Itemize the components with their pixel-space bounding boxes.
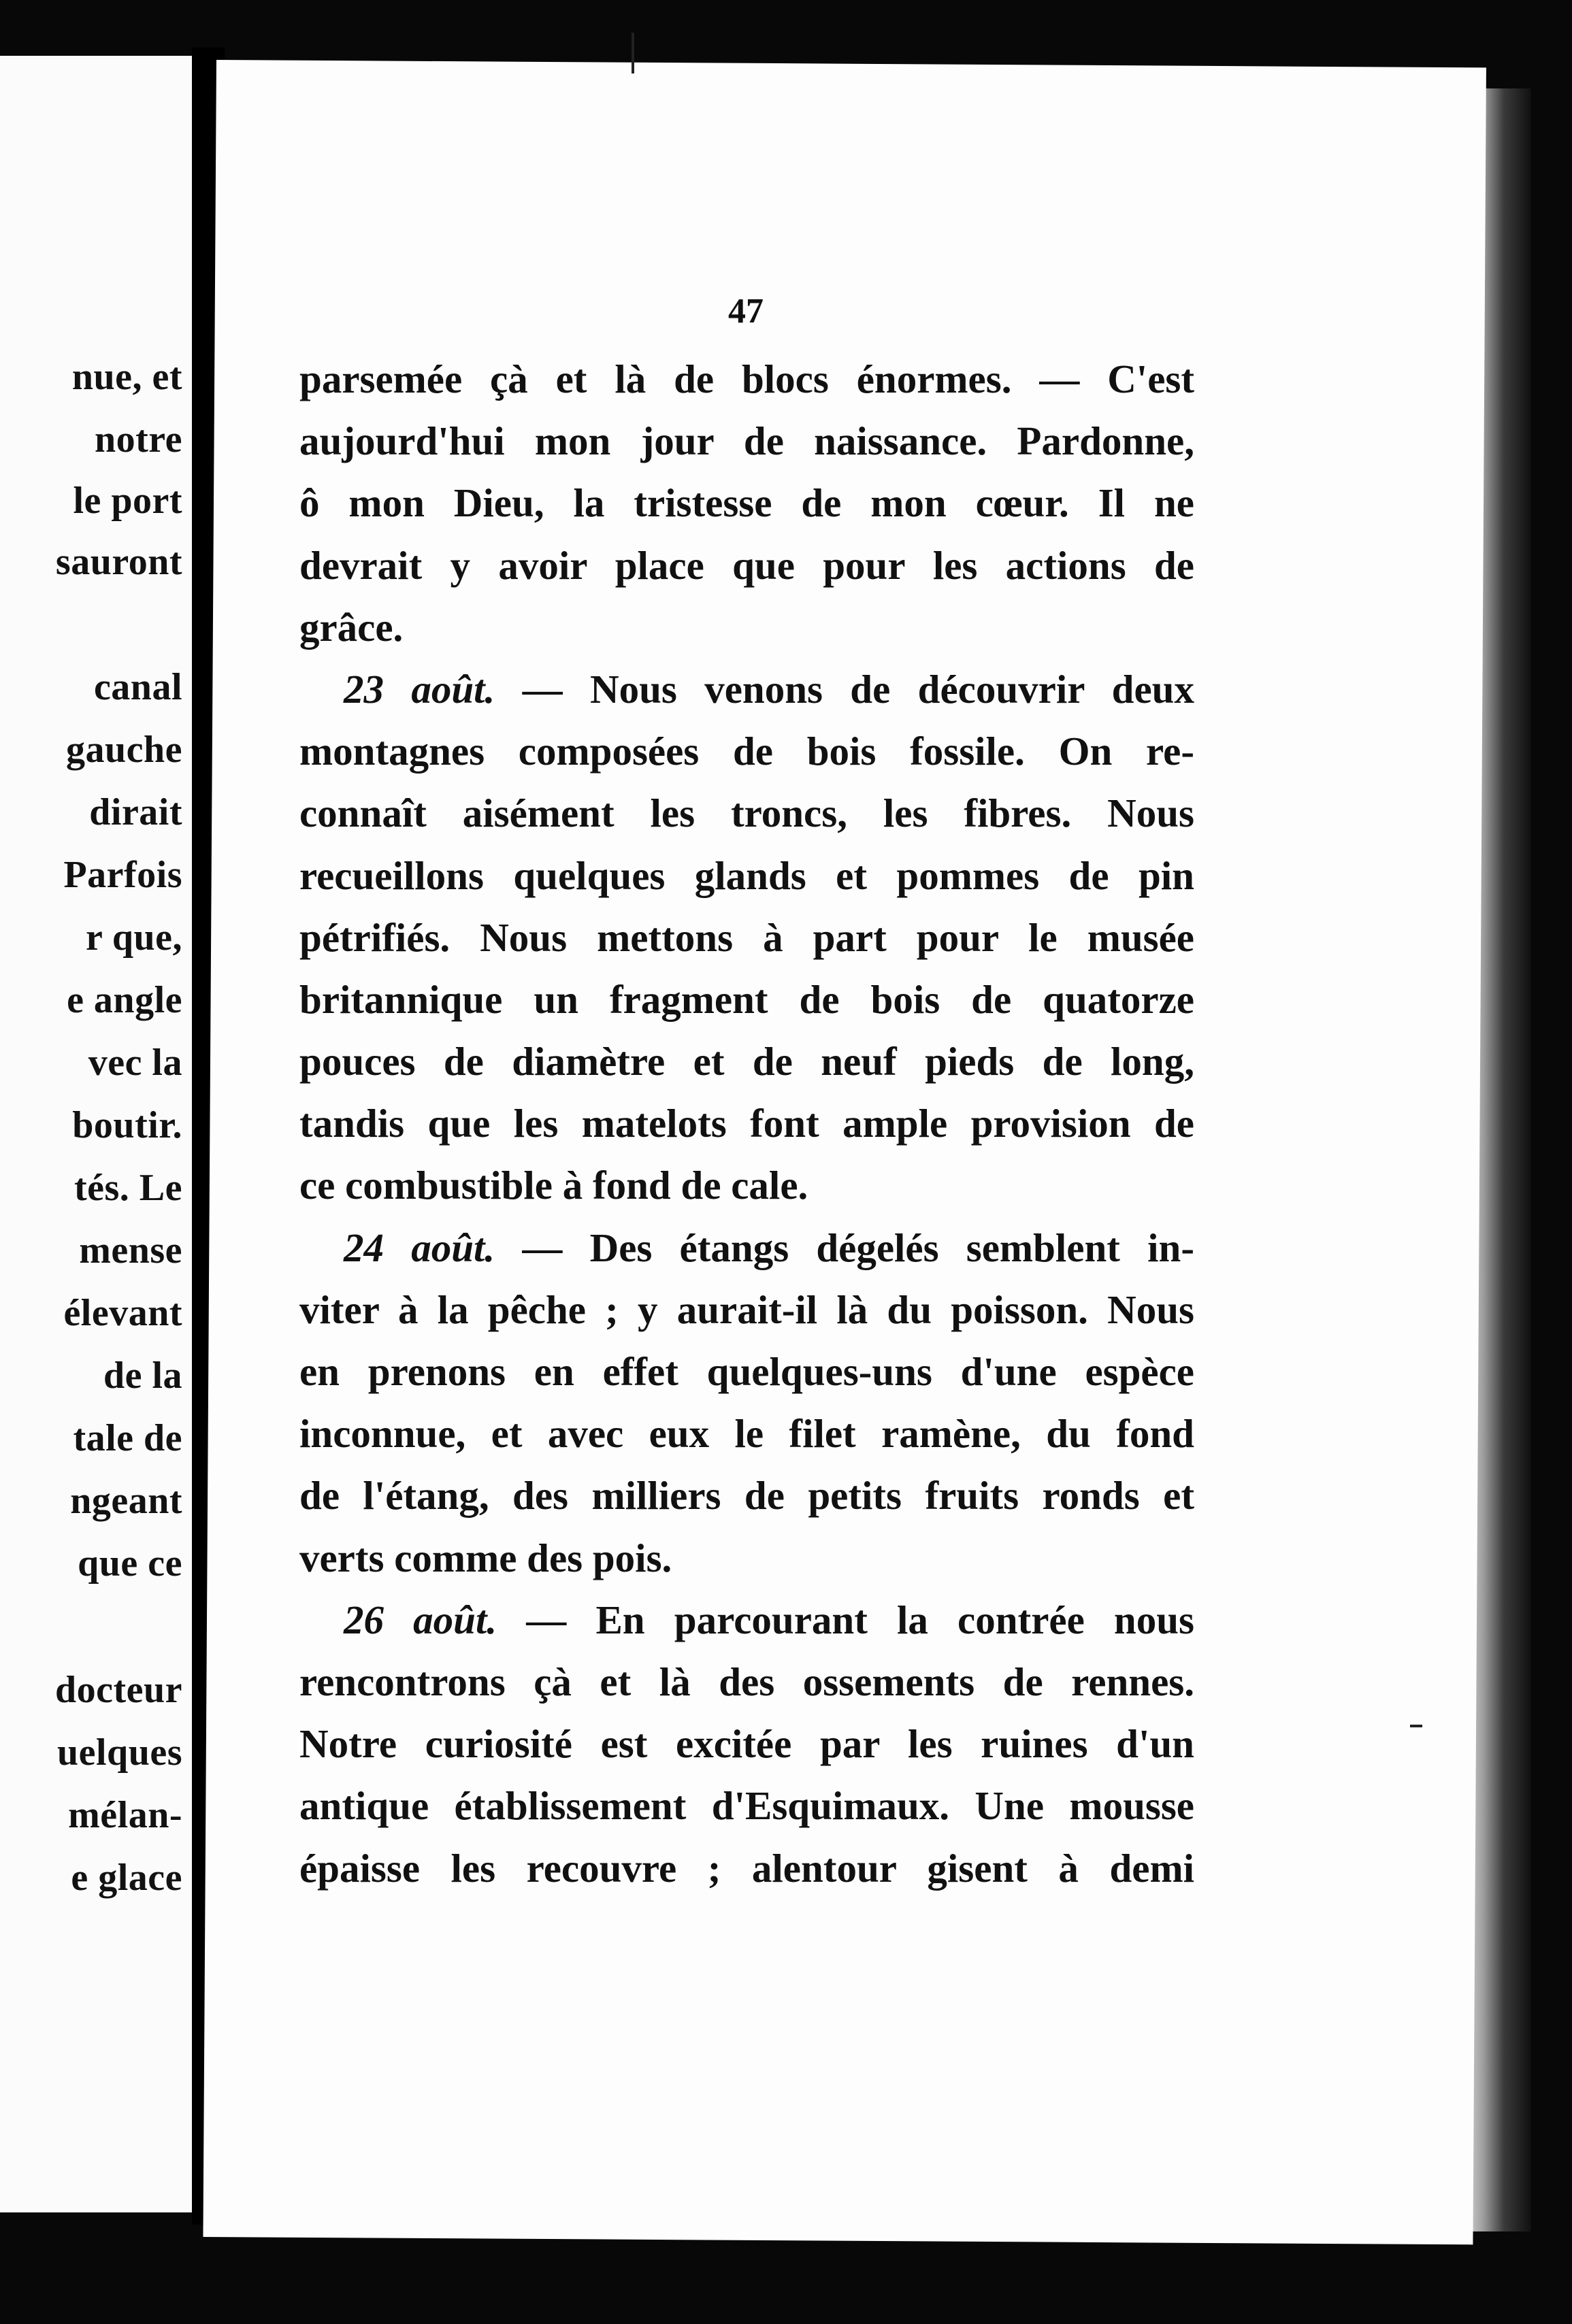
text-line: viter à la pêche ; y aurait-il là du poisson. Nous: [299, 1286, 1194, 1332]
left-page-line: le port: [73, 480, 182, 522]
left-page-line: e angle: [67, 979, 182, 1021]
text-line: recueillons quelques glands et pommes de pin: [299, 852, 1194, 898]
text-line: antique établissement d'Esquimaux. Une mousse: [299, 1783, 1194, 1829]
entry-date: 26 août.: [344, 1597, 497, 1642]
scan-artifact: [632, 33, 634, 73]
entry-date: 24 août.: [344, 1225, 495, 1270]
text-run: — En parcourant la contrée nous: [497, 1597, 1194, 1642]
left-page-line: ngeant: [70, 1480, 182, 1522]
left-page-line: mélan-: [68, 1794, 182, 1836]
text-line: montagnes composées de bois fossile. On re-: [299, 729, 1194, 774]
left-facing-page: [0, 56, 192, 2212]
text-line: ce combustible à fond de cale.: [299, 1163, 808, 1208]
paragraph-first-line: [299, 1589, 1194, 1651]
text-line: de l'étang, des milliers de petits fruits ronds et: [299, 1473, 1194, 1518]
text-line: britannique un fragment de bois de quatorze: [299, 976, 1194, 1022]
text-line: épaisse les recouvre ; alentour gisent à demi: [299, 1845, 1194, 1891]
left-page-line: élevant: [63, 1292, 182, 1334]
left-page-line: nue, et: [71, 356, 182, 398]
text-line: devrait y avoir place que pour les actions de: [299, 542, 1194, 588]
text-line: verts comme des pois.: [299, 1535, 672, 1580]
entry-date: 23 août.: [344, 666, 495, 712]
scan-artifact: [1410, 1725, 1422, 1727]
text-line: aujourd'hui mon jour de naissance. Pardonne,: [299, 418, 1194, 464]
text-line: en prenons en effet quelques-uns d'une espèce: [299, 1349, 1194, 1394]
text-line: Notre curiosité est excitée par les ruines d'un: [299, 1721, 1194, 1767]
left-page-line: tés. Le: [73, 1167, 182, 1209]
text-line: grâce.: [299, 604, 404, 650]
left-page-line: mense: [79, 1229, 182, 1272]
left-page-line: e glace: [71, 1857, 182, 1899]
left-page-line: docteur: [54, 1669, 182, 1711]
left-page-line: vec la: [88, 1042, 182, 1084]
left-page-line: boutir.: [72, 1104, 182, 1146]
page-body-text: [299, 348, 1194, 1899]
text-line: ô mon Dieu, la tristesse de mon cœur. Il ne: [299, 480, 1194, 526]
left-page-line: que ce: [78, 1542, 182, 1584]
left-page-line: uelques: [57, 1731, 182, 1774]
text-line: pouces de diamètre et de neuf pieds de long,: [299, 1039, 1194, 1084]
text-run: — Des étangs dégelés semblent in-: [495, 1225, 1194, 1270]
paragraph-first-line: [299, 659, 1194, 720]
text-line: rencontrons çà et là des ossements de rennes.: [299, 1659, 1194, 1704]
left-page-line: notre: [95, 418, 182, 461]
text-line: tandis que les matelots font ample provision de: [299, 1101, 1194, 1146]
left-page-line: gauche: [66, 729, 182, 771]
left-page-line: canal: [93, 666, 182, 708]
left-page-line: dirait: [89, 791, 182, 833]
left-page-line: de la: [103, 1355, 182, 1397]
text-line: pétrifiés. Nous mettons à part pour le musée: [299, 914, 1194, 960]
page-number: 47: [728, 292, 764, 331]
left-page-line: tale de: [73, 1417, 182, 1459]
text-run: — Nous venons de découvrir deux: [495, 666, 1194, 712]
left-page-line: r que,: [86, 916, 182, 959]
text-line: parsemée çà et là de blocs énormes. — C'est: [299, 356, 1194, 401]
paragraph-first-line: [299, 1217, 1194, 1279]
text-line: inconnue, et avec eux le filet ramène, du fond: [299, 1411, 1194, 1457]
left-page-line: Parfois: [63, 854, 182, 896]
left-page-line: sauront: [55, 541, 182, 583]
text-line: connaît aisément les troncs, les fibres. Nous: [299, 791, 1194, 836]
